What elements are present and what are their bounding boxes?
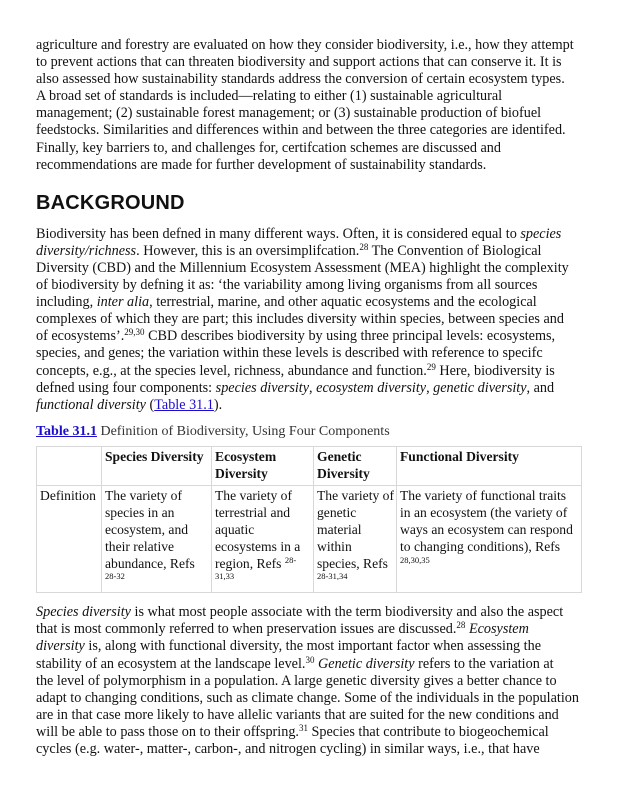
text-run: ). [213,396,223,413]
italic-term: species diversity [215,379,310,396]
citation-ref: 28 [359,241,369,252]
table-cell [212,486,314,593]
italic-term: diversity [36,638,85,655]
table-header-row [37,446,582,486]
italic-term: ecosystem diversity [316,379,427,396]
text-run: , [426,379,434,396]
cell-text: The variety of species in an ecosystem, and their relative abundance, Refs [105,488,195,571]
text-run: is, along with functional diversity, the most important factor when assessing the [84,638,542,655]
text-run: to prevent actions that can threaten biodiversity and support actions that can conserve it. It is [36,54,562,71]
table-caption [36,423,606,440]
text-run: will be able to pass those on to their offspring. [36,723,299,740]
text-run: of biodiversity by defning it as: ‘the variability among living organisms from all sources [36,277,538,294]
text-run: feedstocks. Similarities and differences within and between the three categories are identifed. [36,122,566,139]
text-run: , [309,379,317,396]
text-run: . However, this is an oversimplifcation. [136,242,360,259]
italic-term: Genetic diversity [318,655,415,672]
citation-ref: 28 [456,620,466,631]
text-run: , terrestrial, marine, and other aquatic ecosystems and the ecological [149,294,537,311]
citation-ref: 29 [426,361,436,372]
text-run: , and [526,379,555,396]
text-run: defned using four components: [36,379,216,396]
header-cell [37,446,102,486]
table-cell [397,486,582,593]
italic-term: genetic diversity [433,379,527,396]
text-run: agriculture and forestry are evaluated on how they consider biodiversity, i.e., how they attempt [36,37,574,53]
cell-refs: 28-31,33 [215,554,297,582]
header-cell: Genetic Diversity [314,446,397,486]
row-label: Definition [37,486,102,593]
text-run: recommendations are made for further development of sustainability standards. [36,156,487,173]
citation-ref: 30 [305,654,315,665]
text-run: Biodiversity has been defned in many different ways. Often, it is considered equal to [36,225,521,242]
table-reference-link[interactable]: Table 31.1 [154,396,214,413]
text-run: that is most commonly referred to when preservation issues are discussed. [36,621,457,638]
header-cell: Ecosystem Diversity [212,446,314,486]
italic-term: inter alia [96,294,150,311]
text-run: management; (2) sustainable forest management; or (3) sustainable production of biofuel [36,105,542,122]
text-run: complexes of which they are part; this includes diversity within species, between species and [36,311,564,328]
cell-text: The variety of genetic material within species, Refs [317,488,394,571]
diversity-paragraph [36,604,606,758]
header-cell: Functional Diversity [397,446,582,486]
citation-ref: 29,30 [124,327,145,338]
table-row [37,486,582,593]
cell-text: The variety of terrestrial and aquatic ecosystems in a region, Refs [215,488,301,571]
text-run: Here, biodiversity is [435,362,555,379]
cell-refs: 28,30,35 [400,554,430,565]
background-paragraph [36,226,606,414]
italic-term: species [520,225,562,242]
text-run: is what most people associate with the term biodiversity and also the aspect [130,604,564,621]
text-run: ( [145,396,155,413]
biodiversity-table [36,446,582,593]
document-page [36,37,606,758]
italic-term: functional diversity [36,396,146,413]
text-run: CBD describes biodiversity by using three principal levels: ecosystems, [144,328,556,345]
italic-term: Species diversity [36,604,131,621]
caption-text: Definition of Biodiversity, Using Four Components [96,423,390,439]
text-run: the level of polymorphism in a population. A large genetic diversity gives a better chance to [36,672,557,689]
italic-term: Ecosystem [468,621,529,638]
text-run: concepts, e.g., at the species level, richness, abundance and function. [36,362,427,379]
section-heading: BACKGROUND [36,191,185,214]
text-run: stability of an ecosystem at the landscape level. [36,655,306,672]
cell-text: The variety of functional traits in an ecosystem (the variety of ways an ecosystem can respond to changing conditions), Refs [400,488,573,554]
text-run: also assessed how sustainability standards address the conversion of certain ecosystem types. [36,71,565,88]
table-link[interactable]: Table 31.1 [36,423,97,439]
text-run: The Convention of Biological [368,242,542,259]
header-cell: Species Diversity [102,446,212,486]
cell-refs: 28-31,34 [317,571,348,582]
text-run: including, [36,294,97,311]
table-cell [102,486,212,593]
table-cell [314,486,397,593]
text-run: are in that case more likely to have allelic variants that are suited for the new conditions and [36,706,559,723]
italic-term: diversity/richness [36,242,137,259]
text-run: cycles (e.g. water-, matter-, carbon-, and nitrogen cycling) in similar ways, i.e., that have [36,741,540,757]
intro-paragraph [36,37,606,174]
text-run: species, and genes; the variation within these levels is described with reference to specifc [36,345,543,362]
text-run: Species that contribute to biogeochemical [307,723,549,740]
text-run: A broad set of standards is included—relating to either (1) sustainable agricultural [36,88,503,105]
text-run: refers to the variation at [414,655,554,672]
text-run: adapt to changing conditions, such as climate change. Some of the individuals in the population [36,689,579,706]
citation-ref: 31 [298,722,308,733]
cell-refs: 28-32 [105,571,125,582]
text-run: Finally, key barriers to, and challenges for, certifcation schemes are discussed and [36,139,501,156]
text-run: of ecosystems’. [36,328,125,345]
text-run: Diversity (CBD) and the Millennium Ecosystem Assessment (MEA) highlight the complexity [36,259,569,276]
